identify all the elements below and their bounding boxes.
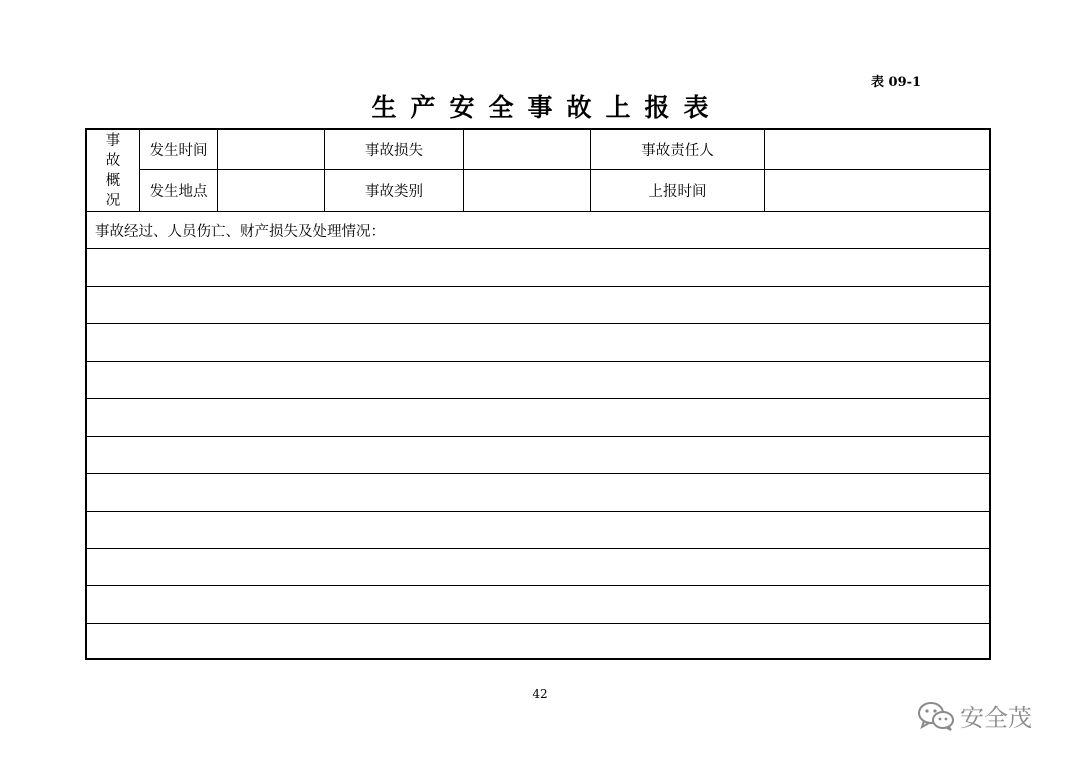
accident-loss-field[interactable] <box>464 130 590 169</box>
narrative-line[interactable] <box>87 474 989 511</box>
side-label-char: 故 <box>105 152 121 169</box>
narrative-line[interactable] <box>87 287 989 324</box>
grid-divider <box>463 130 464 211</box>
narrative-line[interactable] <box>87 249 989 286</box>
occurrence-time-label: 发生时间 <box>149 143 208 159</box>
side-label-char: 事 <box>105 132 121 149</box>
grid-divider <box>139 130 140 211</box>
overview-side-label <box>87 130 139 211</box>
responsible-person-label: 事故责任人 <box>641 143 714 159</box>
occurrence-location-label: 发生地点 <box>149 184 208 200</box>
wechat-icon <box>916 700 956 732</box>
report-time-label: 上报时间 <box>648 184 707 200</box>
narrative-line[interactable] <box>87 437 989 474</box>
accident-category-field[interactable] <box>464 170 590 211</box>
side-label-char: 概 <box>105 172 121 189</box>
narrative-line[interactable] <box>87 586 989 623</box>
page-title: 生产安全事故上报表 <box>371 93 723 122</box>
narrative-line[interactable] <box>87 624 989 658</box>
occurrence-location-field[interactable] <box>218 170 324 211</box>
narrative-line[interactable] <box>87 549 989 586</box>
page-number: 42 <box>532 687 548 701</box>
grid-divider <box>324 130 325 211</box>
narrative-line[interactable] <box>87 362 989 399</box>
narrative-line[interactable] <box>87 324 989 361</box>
narrative-line[interactable] <box>87 399 989 436</box>
report-time-field[interactable] <box>765 170 991 211</box>
side-label-char: 况 <box>105 192 121 209</box>
form-number: 表 09-1 <box>871 75 922 90</box>
grid-divider <box>764 130 765 211</box>
occurrence-time-field[interactable] <box>218 130 324 169</box>
accident-loss-label: 事故损失 <box>365 143 423 159</box>
watermark <box>916 698 1032 733</box>
narrative-line[interactable] <box>87 512 989 549</box>
grid-divider <box>590 130 591 211</box>
responsible-person-field[interactable] <box>765 130 991 169</box>
accident-category-label: 事故类别 <box>365 184 423 200</box>
grid-divider <box>217 130 218 211</box>
grid-divider <box>139 169 991 170</box>
narrative-label: 事故经过、人员伤亡、财产损失及处理情况： <box>95 223 385 240</box>
watermark-text: 安全茂 <box>960 704 1032 732</box>
accident-report-table <box>85 128 991 660</box>
